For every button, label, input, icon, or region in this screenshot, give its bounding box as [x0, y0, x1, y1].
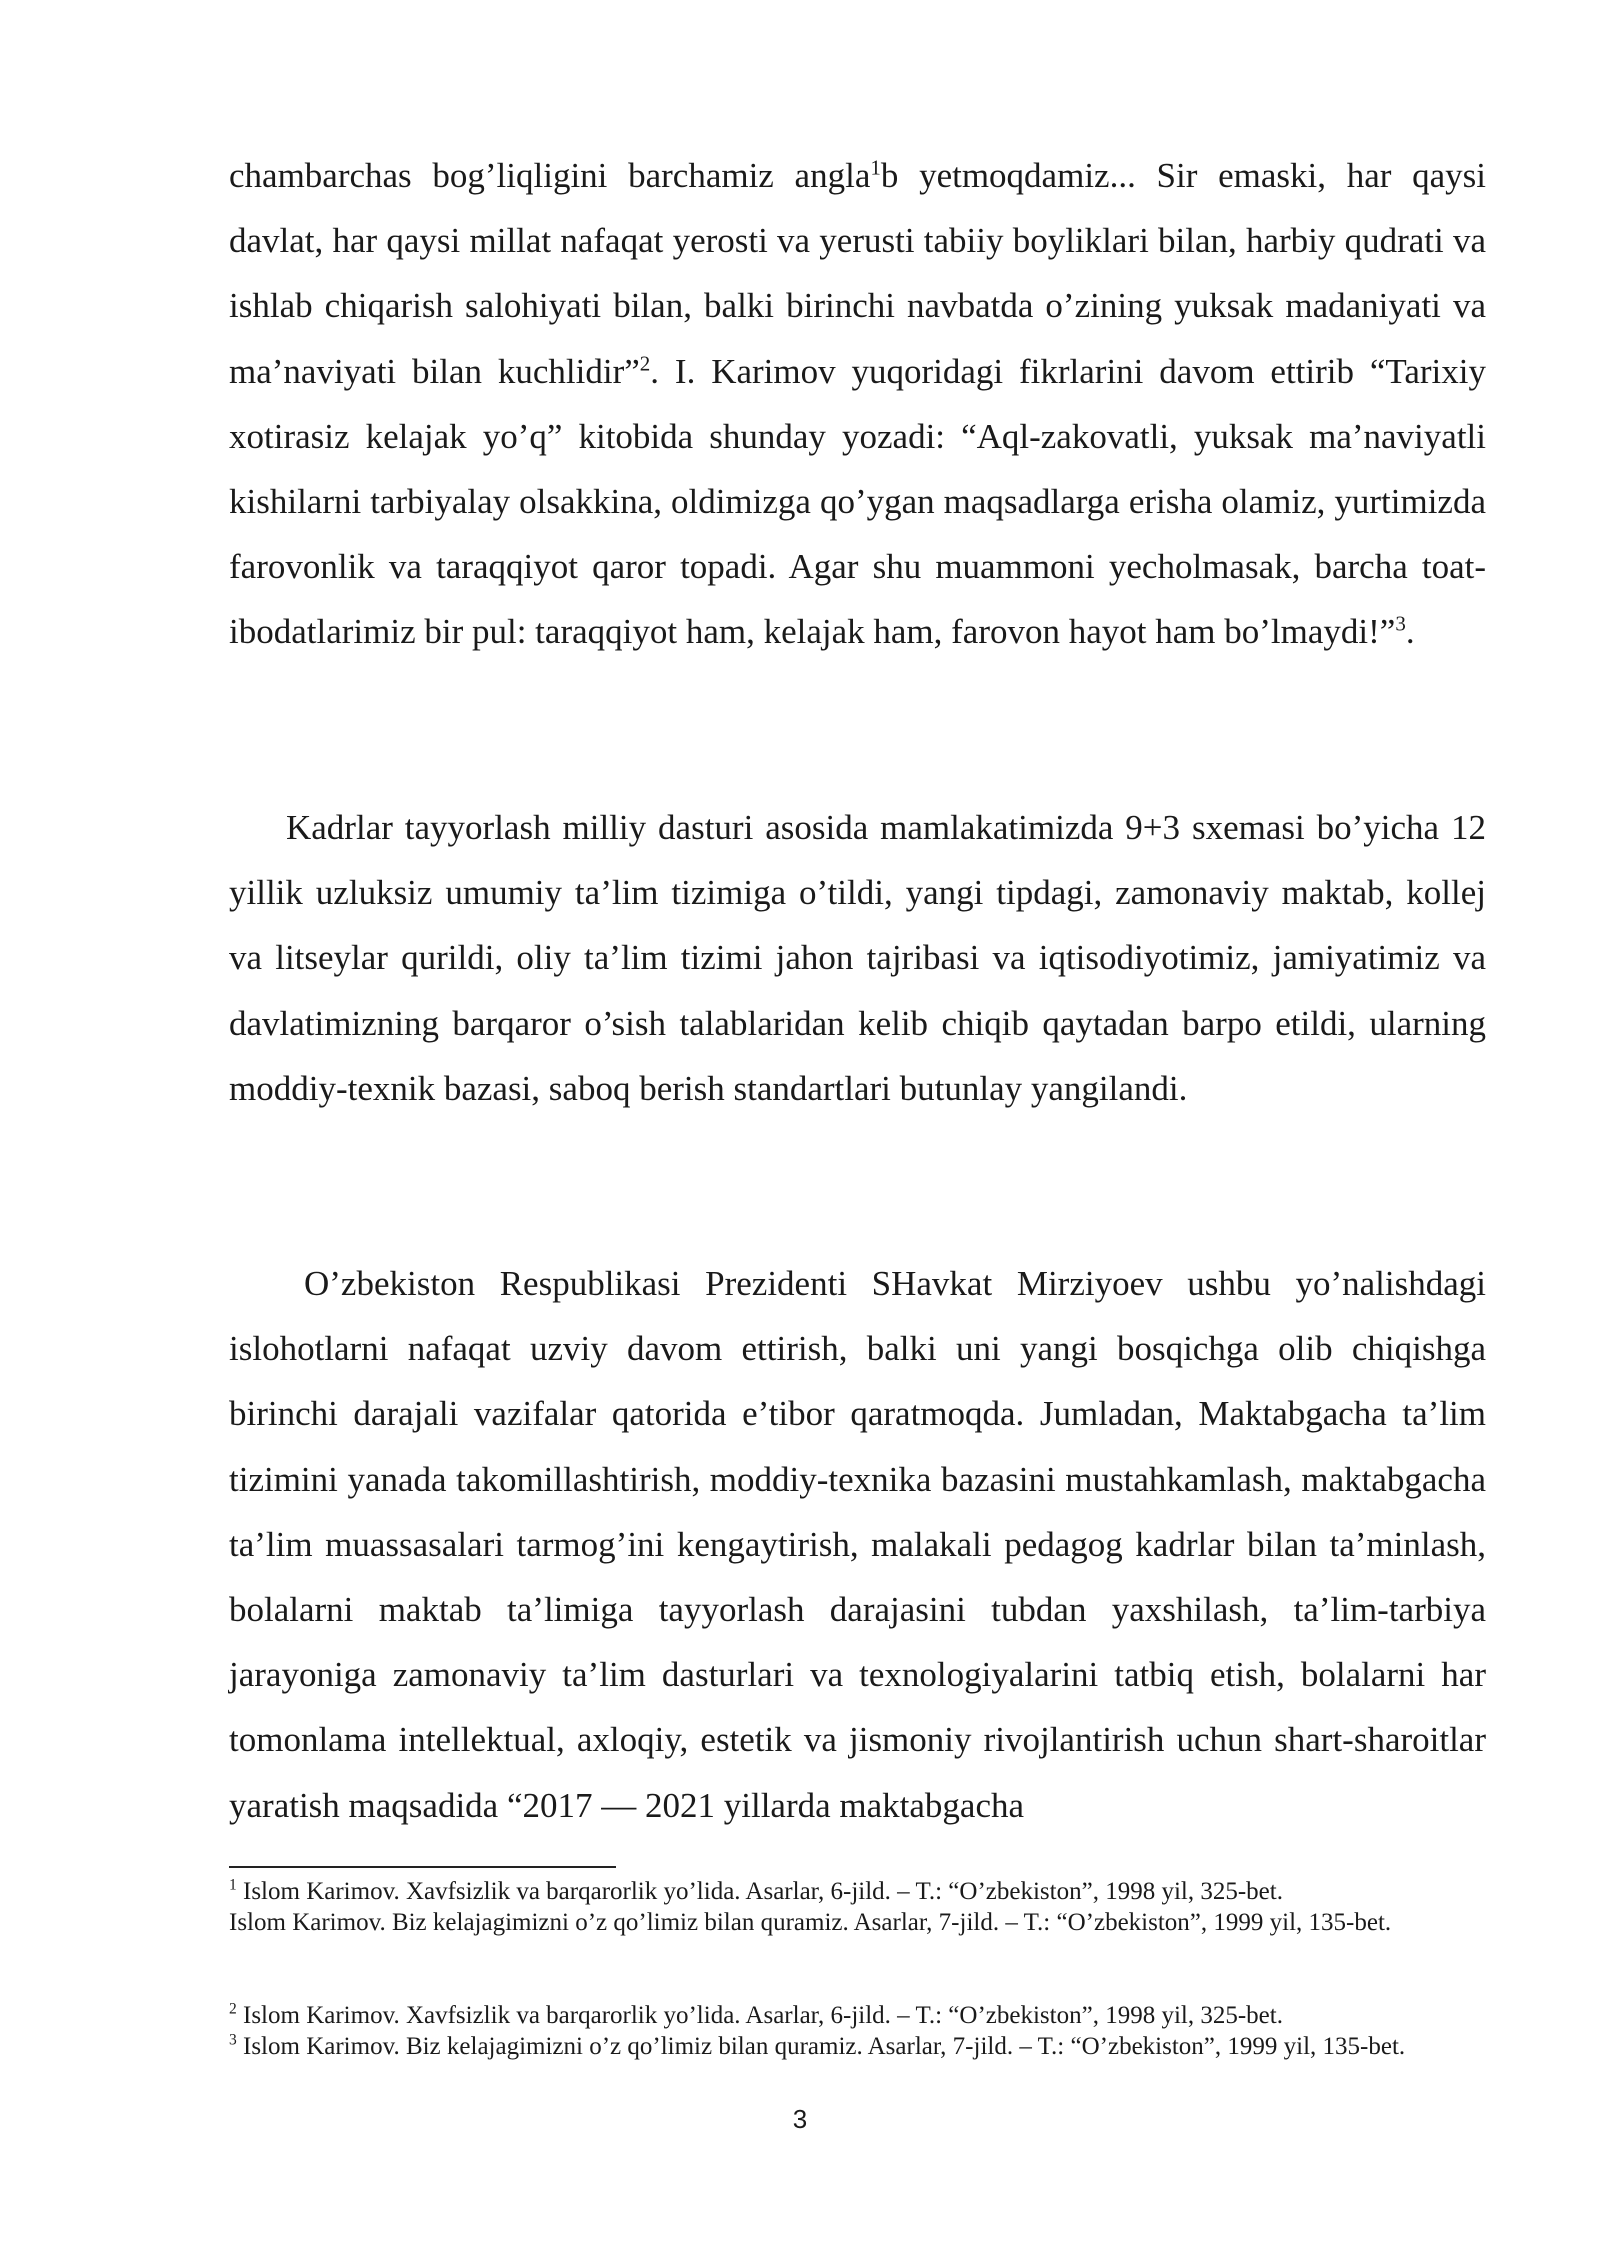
footnote-1 — [229, 1876, 1486, 1907]
footnote-text: Islom Karimov. Xavfsizlik va barqarorlik yo’lida. Asarlar, 6-jild. – T.: “O’zbekiston”, 1998 yil, 325-bet. — [236, 1878, 1283, 1905]
footnote-text: Islom Karimov. Biz kelajagimizni o’z qo’limiz bilan quramiz. Asarlar, 7-jild. – T.: “O’zbekiston”, 1999 yil, 135-bet. — [236, 2033, 1406, 2060]
paragraph-1-text-a: chambarchas bog’liqligini barchamiz angla — [229, 156, 871, 195]
paragraph-1-text-d: . — [1405, 612, 1415, 652]
footnote-3 — [229, 2031, 1486, 2062]
footnote-marker: 2 — [229, 2000, 237, 2018]
footnote-ref-1: 1 — [870, 155, 881, 180]
paragraph-1-text-b: b yetmoqdamiz... Sir emaski, har qaysi davlat, har qaysi millat nafaqat yerosti va yerusti tabiiy boyliklari bilan, harbiy qudrati va ishlab chiqarish salohiyati bilan, balki birinchi navbatda o’zining yuksak madaniyati va ma’naviyati bilan kuchlidir” — [229, 156, 1486, 391]
footnote-ref-2: 2 — [639, 350, 651, 375]
paragraph-1 — [229, 143, 1486, 665]
footnote-marker: 1 — [229, 1876, 237, 1894]
footnote-ref-3: 3 — [1395, 611, 1406, 636]
footnotes-block-b — [229, 2000, 1486, 2062]
page-number: 3 — [792, 2104, 808, 2134]
paragraph-1-text-c: . I. Karimov yuqoridagi fikrlarini davom ettirib “Tarixiy xotirasiz kelajak yo’q” kitobida shunday yozadi: “Aql-zakovatli, yuksak ma’naviyatli kishilarni tarbiyalay olsakkina, oldimizga qo’ygan maqsadlarga erisha olamiz, yurtimizda farovonlik va taraqqiyot qaror topadi. Agar shu muammoni yecholmasak, barcha toat-ibodatlarimiz bir pul: taraqqiyot ham, kelajak ham, farovon hayot ham bo’lmaydi!” — [229, 351, 1486, 652]
footnote-text: Islom Karimov. Biz kelajagimizni o’z qo’limiz bilan quramiz. Asarlar, 7-jild. – T.: “O’zbekiston”, 1999 yil, 135-bet. — [229, 1909, 1392, 1936]
footnote-separator — [229, 1866, 616, 1868]
footnote-marker: 3 — [229, 2031, 237, 2049]
paragraph-3: O’zbekiston Respublikasi Prezidenti SHavkat Mirziyoev ushbu yo’nalishdagi islohotlarni nafaqat uzviy davom ettirish, balki uni yangi bosqichga olib chiqishga birinchi darajali vazifalar qatorida e’tibor qaratmoqda. Jumladan, Maktabgacha ta’lim tizimini yanada takomillashtirish, moddiy-texnika bazasini mustahkamlash, maktabgacha ta’lim muassasalari tarmog’ini kengaytirish, malakali pedagog kadrlar bilan ta’minlash, bolalarni maktab ta’limiga tayyorlash darajasini tubdan yaxshilash, ta’lim-tarbiya jarayoniga zamonaviy ta’lim dasturlari va texnologiyalarini tatbiq etish, bolalarni har tomonlama intellektual, axloqiy, estetik va jismoniy rivojlantirish uchun shart-sharoitlar yaratish maqsadida “2017 — 2021 yillarda maktabgacha — [229, 1264, 1486, 1825]
footnote-text: Islom Karimov. Xavfsizlik va barqarorlik yo’lida. Asarlar, 6-jild. – T.: “O’zbekiston”, 1998 yil, 325-bet. — [236, 2002, 1283, 2029]
footnote-1-continued — [229, 1907, 1486, 1938]
footnotes-block-a — [229, 1876, 1486, 1938]
footnote-2 — [229, 2000, 1486, 2031]
paragraph-2: Kadrlar tayyorlash milliy dasturi asosida mamlakatimizda 9+3 sxemasi bo’yicha 12 yillik uzluksiz umumiy ta’lim tizimiga o’tildi, yangi tipdagi, zamonaviy maktab, kollej va litseylar qurildi, oliy ta’lim tizimi jahon tajribasi va iqtisodiyotimiz, jamiyatimiz va davlatimizning barqaror o’sish talablaridan kelib chiqib qaytadan barpo etildi, ularning moddiy-texnik bazasi, saboq berish standartlari butunlay yangilandi. — [229, 808, 1486, 1108]
